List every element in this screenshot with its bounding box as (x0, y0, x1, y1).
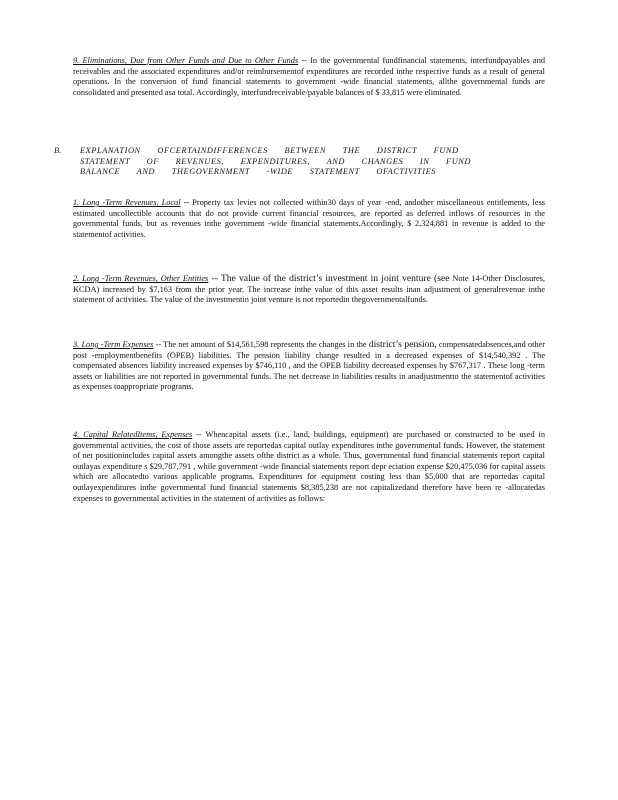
item-3-text-b: compensatedabsences,and other post -employmentbenefits (OPEB) liabilities. The pension liability change resulted in a decreased expenses of $14,540,392 . The compensated absences liability increased expenses by $746,110 , and the OPEB liability decreased expenses by $767,317 . These long -term assets or liabilities are not reported in governmental funds. The net decrease in liabilities results in anadjustmentto the statementof activities as expenses toappropriate programs. (73, 340, 546, 392)
item-3-paragraph (73, 340, 545, 393)
note-9-paragraph (73, 56, 545, 98)
item-1-text: -- Property tax levies not collected within30 days of year -end, andother miscellaneous entitlements, less estimated uncollectible accounts that do not provide current financial resources, are reported as deferred inflows of resources in the governmental funds, but as revenues inthe government -wide financial statements.Accordingly, $ 2,324,881 in revenue is added to the statementof activities. (73, 198, 545, 239)
item-1-paragraph (73, 198, 545, 240)
item-2-lead: -- The value of the district’s investment in joint venture (see (208, 273, 450, 284)
item-4-heading: 4. Capital RelatedItems, Expenses (73, 430, 193, 439)
item-2-text: Note 14-Other Disclosures, KCDA) increased by $7,163 from the prior year. The increase inthe value of this asset results inan adjustment of generalrevenue inthe statement of activities. The value of the investmentin joint venture is not reportedin thegovernmentalfunds. (73, 274, 545, 305)
item-4-paragraph (73, 430, 545, 504)
item-2-paragraph (73, 274, 545, 306)
item-3-text-a: -- The net amount of $14,561,598 represents the changes in the (153, 340, 369, 349)
item-3-text-big: district’s pension, (368, 339, 437, 350)
item-2-heading: 2. Long -Term Revenues, Other Entities (73, 274, 209, 283)
section-letter: B. (54, 146, 62, 155)
item-1-heading: 1. Long -Term Revenues, Local (73, 198, 181, 207)
note-9-heading: 9. Eliminations, Due from Other Funds and Due to Other Funds (73, 56, 299, 65)
item-4-text: -- Whencapital assets (i.e., land, buildings, equipment) are purchased or constructed to be used in governmental activities, the cost of those assets are reportedas capital outlay expenditures inthe governmental funds. However, the statement of net positionincludes capital assets amongthe assets ofthe district as a whole. Thus, governmental fund financial statements report capital outlayas expenditure s $29,787,791 , while government -wide financial statements report depr eciation expense $20,475,036 for capital assets which are allocatedto various applicable programs. Expenditures for equipment costing less than $5,000 that are reportedas capital outlayexpenditures inthe governmental fund financial statements $8,385,238 are not capitalizedand therefore have been re -allocatedas expenses to governmental activities in the statement of activities as follows: (73, 430, 545, 503)
section-title: EXPLANATION OFCERTAINDIFFERENCES BETWEEN THE DISTRICT FUND STATEMENT OF REVENUES, EXPENDITURES, AND CHANGES IN FUND BALANCE AND THEGOVERNMENT -WIDE STATEMENT OFACTIVITIES (80, 146, 472, 177)
note-9-text: -- In the governmental fundfinancial statements, interfundpayables and receivables and the associated expenditures and/or reimbursementof expenditures are recorded inthe respective funds as a result of general operations. In the conversion of fund financial statements to government -wide financial statements, allthe governmental funds are consolidated and presented asa total. Accordingly, interfundreceivable/payable balances of $ 33,815 were eliminated. (73, 56, 545, 97)
item-3-heading: 3. Long -Term Expenses (73, 340, 154, 349)
